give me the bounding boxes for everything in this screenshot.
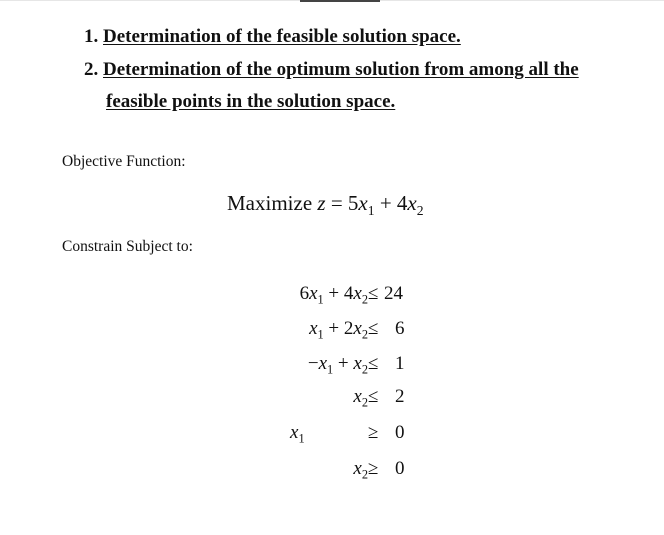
term-1-coef: 5 [347,191,359,215]
c3-v1: x [318,353,327,374]
constraint-5-relation: ≥ [368,422,379,443]
constraint-3-lhs [308,353,368,375]
term-1-var: x [358,191,368,215]
constraint-3-relation: ≤ [368,353,379,374]
constraint-1-relation: ≤ [368,283,379,304]
c1-v2: x [353,283,362,304]
c2-op: + [328,318,340,339]
step-1-number: 1. [84,26,99,47]
c1-a: 6 [299,283,310,304]
step-1 [84,26,461,48]
top-accent-mark [300,0,380,2]
constraint-5-rhs: 0 [395,422,405,443]
constraint-6-lhs [353,458,368,480]
objective-term-1 [347,191,375,218]
constraint-4-relation: ≤ [368,386,379,407]
constraint-4-rhs: 2 [395,386,405,407]
constraint-6-relation: ≥ [368,458,379,479]
objective-var: z [317,191,326,215]
step-1-text: Determination of the feasible solution space. [103,26,461,47]
c3-v2: x [353,353,362,374]
c5-v1: x [290,422,299,443]
objective-equation [227,190,424,216]
c1-v1: x [309,283,318,304]
maximize-word: Maximize [227,191,313,215]
c1-s2: 2 [361,292,368,307]
step-2-text: Determination of the optimum solution from among all the [103,59,579,80]
constraint-5-variable [290,422,305,444]
c4-s2: 2 [361,395,368,410]
step-2-continuation [106,91,395,113]
constraint-2-lhs [309,318,368,340]
c6-v2: x [353,458,362,479]
c6-s2: 2 [361,467,368,482]
objective-function-label: Objective Function: [62,153,186,170]
step-2 [84,59,579,81]
c2-v2: x [353,318,362,339]
c1-s1: 1 [317,292,324,307]
c2-b: 2 [343,318,354,339]
c3-a: − [307,353,319,374]
objective-term-2 [396,191,424,218]
constraint-4-lhs [353,386,368,408]
constraint-6-rhs: 0 [395,458,405,479]
c2-v1: x [309,318,318,339]
c3-op: + [337,353,349,374]
constraint-1-rhs: 24 [384,283,403,304]
constraint-2-rhs: 6 [395,318,405,339]
c1-b: 4 [343,283,354,304]
term-2-sub: 2 [416,202,424,218]
constraint-1-lhs [300,283,368,305]
constraint-3-rhs: 1 [395,353,405,374]
objective-plus: + [379,191,392,215]
c5-s1: 1 [298,431,305,446]
c3-s1: 1 [327,362,334,377]
term-2-var: x [407,191,417,215]
term-2-coef: 4 [396,191,408,215]
c4-v2: x [353,386,362,407]
c1-op: + [328,283,340,304]
constraint-2-relation: ≤ [368,318,379,339]
term-1-sub: 1 [367,202,375,218]
c3-s2: 2 [361,362,368,377]
step-2-number: 2. [84,59,99,80]
c2-s1: 1 [317,327,324,342]
objective-eq-sign: = [330,191,343,215]
c2-s2: 2 [361,327,368,342]
constraints-label: Constrain Subject to: [62,238,193,255]
step-2-continuation-text: feasible points in the solution space. [106,91,396,112]
